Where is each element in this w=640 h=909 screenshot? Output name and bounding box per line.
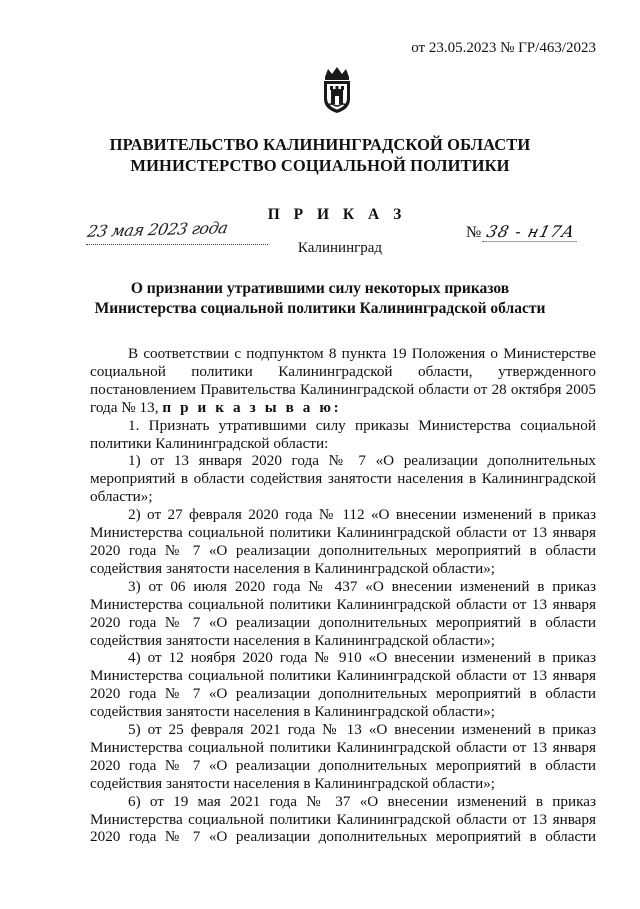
city-name: Калининград	[297, 240, 383, 256]
preamble-text: В соответствии с подпунктом 8 пункта 19 Положения о Министерстве социальной политики Калининградской области, утвержденного постановлением Правительства Калининградской области от 28 октября 2005 года № 13,	[90, 345, 596, 416]
order-word: п р и к а з ы в а ю:	[162, 398, 342, 416]
order-number	[466, 222, 579, 242]
number-sign: №	[466, 224, 482, 241]
document-type: П Р И К А З	[267, 206, 407, 223]
document-title	[0, 279, 640, 319]
organization-heading	[0, 134, 640, 176]
handwritten-number: 38 - н17А	[483, 222, 582, 242]
paragraph-sub-4: 4) от 12 ноября 2020 года № 910 «О внесении изменений в приказ Министерства социальной политики Калининградской области от 13 января 2020 года № 7 «О реализации дополнительных мероприятий в области содействия занятости населения в Калининградской области»;	[90, 649, 596, 721]
document-reference: от 23.05.2023 № ГР/463/2023	[411, 40, 596, 56]
title-line-2: Министерства социальной политики Калининградской области	[94, 300, 546, 317]
paragraph-sub-3: 3) от 06 июля 2020 года № 437 «О внесении изменений в приказ Министерства социальной политики Калининградской области от 13 января 2020 года № 7 «О реализации дополнительных мероприятий в области содействия занятости населения в Калининградской области»;	[90, 577, 596, 649]
paragraph-sub-1: 1) от 13 января 2020 года № 7 «О реализации дополнительных мероприятий в области содействия занятости населения в Калининградской области»;	[90, 452, 596, 506]
paragraph-sub-2: 2) от 27 февраля 2020 года № 112 «О внесении изменений в приказ Министерства социальной политики Калининградской области от 13 января 2020 года № 7 «О реализации дополнительных мероприятий в области содействия занятости населения в Калининградской области»;	[90, 506, 596, 577]
preamble-paragraph	[90, 345, 596, 417]
document-body	[90, 345, 596, 846]
paragraph-item-1: 1. Признать утратившими силу приказы Министерства социальной политики Калининградской области:	[90, 416, 596, 452]
organization-name: ПРАВИТЕЛЬСТВО КАЛИНИНГРАДСКОЙ ОБЛАСТИ	[109, 135, 531, 154]
handwritten-date: 23 мая 2023 года	[85, 218, 230, 241]
coat-of-arms-icon	[318, 65, 356, 115]
paragraph-sub-6: 6) от 19 мая 2021 года № 37 «О внесении изменений в приказ Министерства социальной политики Калининградской области от 13 января 2020 года № 7 «О реализации дополнительных мероприятий в области	[90, 792, 596, 846]
paragraph-sub-5: 5) от 25 февраля 2021 года № 13 «О внесении изменений в приказ Министерства социальной политики Калининградской области от 13 января 2020 года № 7 «О реализации дополнительных мероприятий в области содействия занятости населения в Калининградской области»;	[90, 721, 596, 792]
title-line-1: О признании утратившими силу некоторых приказов	[130, 280, 510, 297]
ministry-name: МИНИСТЕРСТВО СОЦИАЛЬНОЙ ПОЛИТИКИ	[130, 156, 510, 175]
